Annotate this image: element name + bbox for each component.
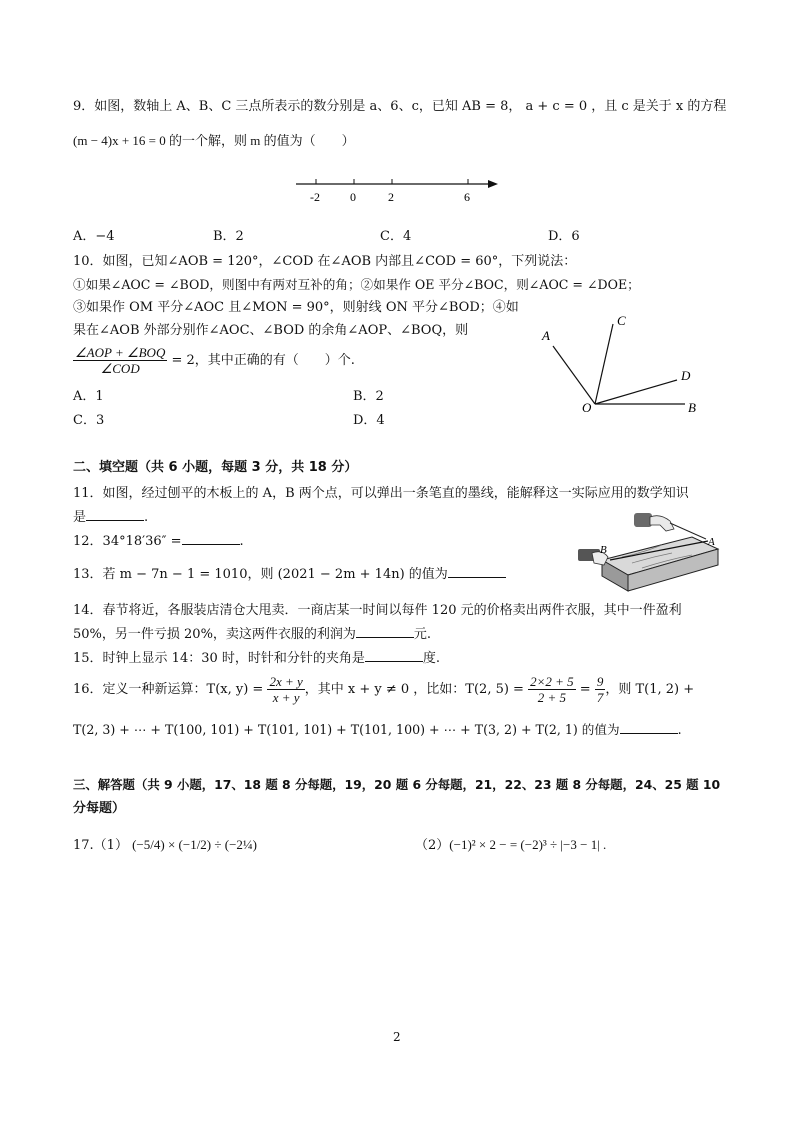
q15-tail: 度. xyxy=(422,651,441,666)
q10-option-a: A．1 xyxy=(73,389,104,404)
label-c: C xyxy=(617,313,626,328)
answer-blank xyxy=(365,648,423,662)
q9-option-b: B．2 xyxy=(213,229,244,244)
q9-option-c: C．4 xyxy=(380,229,412,244)
q16-f3-num: 9 xyxy=(596,674,604,689)
board-illustration xyxy=(572,505,722,600)
answer-blank xyxy=(182,531,240,545)
q15 xyxy=(73,648,440,669)
label-b: B xyxy=(688,400,696,415)
q16-line1 xyxy=(73,674,694,705)
q9-option-a: A．−4 xyxy=(73,229,115,244)
q16-p2: ，其中 x + y ≠ 0 ，比如：T(2, 5) = xyxy=(304,682,524,697)
q9-line2: (m − 4)x + 16 = 0 的一个解，则 m 的值为（ ） xyxy=(73,133,355,148)
q16-f1-num: 2x + y xyxy=(269,674,303,689)
q10-line4: 果在∠AOB 外部分别作∠AOC、∠BOD 的余角∠AOP、∠BOQ，则 xyxy=(73,323,469,338)
q12 xyxy=(73,531,244,552)
q10-line5 xyxy=(73,345,355,376)
number-line xyxy=(290,172,505,208)
answer-blank xyxy=(356,624,414,638)
q11-line2-text: 是 xyxy=(73,510,87,525)
q10-line3: ③如果作 OM 平分∠AOC 且∠MON = 90°，则射线 ON 平分∠BOD；④如 xyxy=(73,300,519,315)
q16-f3-den: 7 xyxy=(596,690,604,705)
q10-option-d: D．4 xyxy=(353,413,385,428)
answer-blank xyxy=(620,720,678,734)
q11-line1: 11．如图，经过刨平的木板上的 A，B 两个点，可以弹出一条笔直的墨线，能解释这一实际应用的数学知识 xyxy=(73,486,689,501)
tick-label: 0 xyxy=(350,190,356,204)
q11-line2 xyxy=(73,507,148,528)
q16-line2-tail: . xyxy=(677,722,682,737)
q10-frac-num: ∠AOP + ∠BOQ xyxy=(75,345,166,360)
section3-heading-line1: 三、解答题（共 9 小题，17、18 题 8 分每题，19，20 题 6 分每题，21，22、23 题 8 分每题，24、25 题 10 xyxy=(73,777,721,792)
q16-p1: 16．定义一种新运算：T(x, y) = xyxy=(73,682,264,697)
section3-heading-line2: 分每题） xyxy=(73,801,126,816)
q16-p3: = xyxy=(579,682,591,697)
q16-f1-den: x + y xyxy=(272,690,300,705)
answer-blank xyxy=(86,507,144,521)
label-a: A xyxy=(542,328,550,343)
q14-line2 xyxy=(73,624,431,645)
q12-tail: . xyxy=(239,534,244,549)
q17-label: 17.（1） xyxy=(73,838,128,853)
q9-line1: 9．如图，数轴上 A、B、C 三点所表示的数分别是 a、6、c，已知 AB = 8， a + c = 0 ，且 c 是关于 x 的方程 xyxy=(73,99,727,114)
q17-part2 xyxy=(415,835,606,856)
q10-line5-tail: = 2，其中正确的有（ ）个. xyxy=(171,353,355,368)
q10-line1: 10．如图，已知∠AOB = 120°，∠COD 在∠AOB 内部且∠COD = 60°，下列说法： xyxy=(73,254,577,269)
label-o: O xyxy=(582,400,592,415)
q15-text: 15．时钟上显示 14：30 时，时针和分针的夹角是 xyxy=(73,651,365,666)
tick-label: -2 xyxy=(310,190,320,204)
page-number: 2 xyxy=(393,1030,401,1044)
q17-part2-expr: (−1)² × 2 − = (−2)³ ÷ |−3 − 1| . xyxy=(449,837,607,852)
q16-line2-text: T(2, 3) + ⋯ + T(100, 101) + T(101, 101) + T(101, 100) + ⋯ + T(3, 2) + T(2, 1) 的值为 xyxy=(73,722,620,737)
q14-line2-text: 50%，另一件亏损 20%，卖这两件衣服的利润为 xyxy=(73,627,356,642)
q9-option-d: D．6 xyxy=(548,229,580,244)
q12-text: 12．34°18′36″ = xyxy=(73,534,182,549)
q17-part1 xyxy=(73,835,257,856)
label-a: A xyxy=(708,536,715,548)
q16-f2-den: 2 + 5 xyxy=(537,690,567,705)
q17-part2-label: （2） xyxy=(415,838,450,853)
section2-heading: 二、填空题（共 6 小题，每题 3 分，共 18 分） xyxy=(73,460,358,475)
q17-part1-expr: (−5/4) × (−1/2) ÷ (−2¼) xyxy=(132,837,258,852)
q10-option-c: C．3 xyxy=(73,413,105,428)
q13 xyxy=(73,564,506,585)
label-b: B xyxy=(600,544,607,556)
tick-label: 6 xyxy=(464,190,470,204)
q11-line2-tail: . xyxy=(144,510,149,525)
label-d: D xyxy=(681,368,691,383)
q13-text: 13．若 m − 7n − 1 = 1010，则 (2021 − 2m + 14n) 的值为 xyxy=(73,567,448,582)
q10-option-b: B．2 xyxy=(353,389,384,404)
angle-diagram xyxy=(535,308,715,420)
q10-line2: ①如果∠AOC = ∠BOD，则图中有两对互补的角；②如果作 OE 平分∠BOC，则∠AOC = ∠DOE； xyxy=(73,277,640,292)
q16-p4: ，则 T(1, 2) + xyxy=(605,682,695,697)
q16-line2 xyxy=(73,720,682,740)
tick-label: 2 xyxy=(388,190,394,204)
q10-frac-den: ∠COD xyxy=(100,361,140,376)
q14-line2-tail: 元. xyxy=(413,627,432,642)
q16-f2-num: 2×2 + 5 xyxy=(530,674,574,689)
q14-line1: 14．春节将近，各服装店清仓大甩卖．一商店某一时间以每件 120 元的价格卖出两件衣服，其中一件盈利 xyxy=(73,603,682,618)
answer-blank xyxy=(448,564,506,578)
